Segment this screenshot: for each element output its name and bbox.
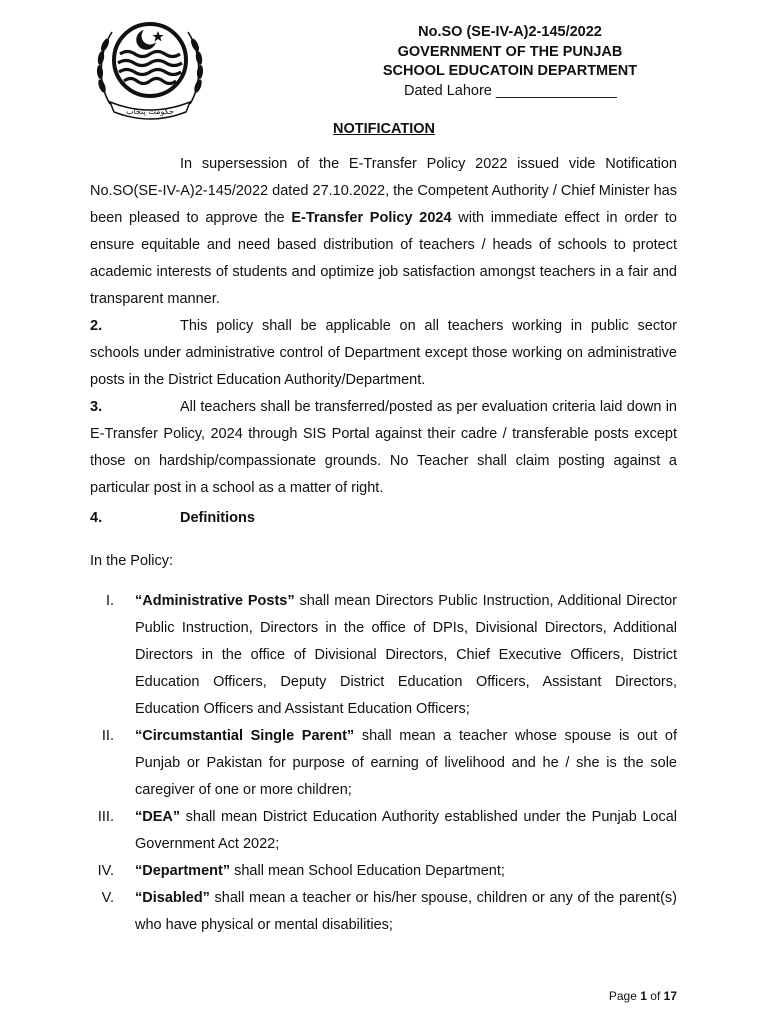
definition-text: shall mean District Education Authority established under the Punjab Local Government Act 2022; bbox=[135, 809, 677, 852]
paragraph-2 bbox=[90, 313, 677, 394]
definition-text: shall mean Directors Public Instruction, Additional Director Public Instruction, Directors in the office of DPIs, Divisional Directors, Additional Directors in the office of Divisional Directors, Chief Executive Officers, District Education Officers, Deputy District Education Officers, Assistant Directors, Education Officers and Assistant Education Officers; bbox=[135, 593, 677, 717]
definition-text: shall mean a teacher or his/her spouse, children or any of the parent(s) who have physical or mental disabilities; bbox=[135, 890, 677, 933]
definition-term: “DEA” bbox=[135, 809, 181, 825]
paragraph-number: 2. bbox=[90, 318, 103, 334]
intro-text-1: In supersession of the E-Transfer Policy 2022 issued vide Notification No.SO(SE-IV-A)2-145/2022 dated 27.10.2022, the Competent Authority / Chief Minister has been pleased to approve the bbox=[90, 156, 677, 226]
definition-term: “Department” bbox=[135, 863, 231, 879]
paragraph-text: This policy shall be applicable on all teachers working in public sector schools under administrative control of Department except those working on administrative posts in the District Education Authority/Department. bbox=[90, 318, 677, 388]
definition-text: shall mean School Education Department; bbox=[230, 863, 505, 879]
item-numeral: IV. bbox=[97, 863, 114, 879]
definition-term: “Disabled” bbox=[135, 890, 210, 906]
notification-title: NOTIFICATION bbox=[332, 121, 436, 137]
government-name: GOVERNMENT OF THE PUNJAB bbox=[397, 43, 623, 60]
dated-line: Dated Lahore _______________ bbox=[404, 82, 617, 99]
page-label: Page bbox=[608, 989, 637, 1003]
intro-paragraph bbox=[90, 151, 677, 313]
definitions-heading bbox=[90, 510, 255, 526]
definition-text: shall mean a teacher whose spouse is out of Punjab or Pakistan for purpose of earning of livelihood and he / she is the sole caregiver of one or more children; bbox=[135, 728, 677, 798]
definition-term: “Circumstantial Single Parent” bbox=[135, 728, 355, 744]
punjab-government-emblem bbox=[88, 14, 212, 122]
emblem-ribbon-text: حکومت پنجاب bbox=[126, 107, 174, 116]
item-numeral: III. bbox=[97, 809, 114, 825]
definitions-intro: In the Policy: bbox=[90, 553, 174, 569]
reference-number: No.SO (SE-IV-A)2-145/2022 bbox=[418, 24, 602, 40]
definition-item bbox=[90, 723, 677, 804]
paragraph-text: All teachers shall be transferred/posted as per evaluation criteria laid down in E-Transfer Policy, 2024 through SIS Portal against their cadre / transferable posts except those on hardship/compassionate grounds. No Teacher shall claim posting against a particular post in a school as a matter of right. bbox=[90, 399, 677, 496]
of-label: of bbox=[650, 989, 661, 1003]
paragraph-3 bbox=[90, 394, 677, 502]
section-number: 4. bbox=[90, 510, 103, 526]
intro-text-2: with immediate effect in order to ensure equitable and need based distribution of teachers / heads of schools to protect academic interests of students and optimize job satisfaction amongst teachers in a fair and transparent manner. bbox=[90, 210, 678, 307]
paragraph-number: 3. bbox=[90, 399, 103, 415]
definitions-list bbox=[90, 588, 677, 939]
item-numeral: V. bbox=[101, 890, 114, 906]
page-footer bbox=[609, 989, 677, 1003]
notification-body bbox=[90, 151, 677, 502]
definition-term: “Administrative Posts” bbox=[135, 593, 295, 609]
section-title: Definitions bbox=[180, 510, 255, 526]
item-numeral: I. bbox=[105, 593, 114, 609]
policy-name: E-Transfer Policy 2024 bbox=[291, 210, 452, 226]
definition-item bbox=[90, 885, 677, 939]
item-numeral: II. bbox=[101, 728, 114, 744]
letter-header bbox=[360, 23, 660, 101]
department-name: SCHOOL EDUCATOIN DEPARTMENT bbox=[382, 63, 638, 79]
total-pages: 17 bbox=[663, 989, 677, 1003]
definition-item bbox=[90, 588, 677, 723]
definition-item bbox=[90, 804, 677, 858]
current-page: 1 bbox=[640, 989, 647, 1003]
definition-item bbox=[90, 858, 677, 885]
